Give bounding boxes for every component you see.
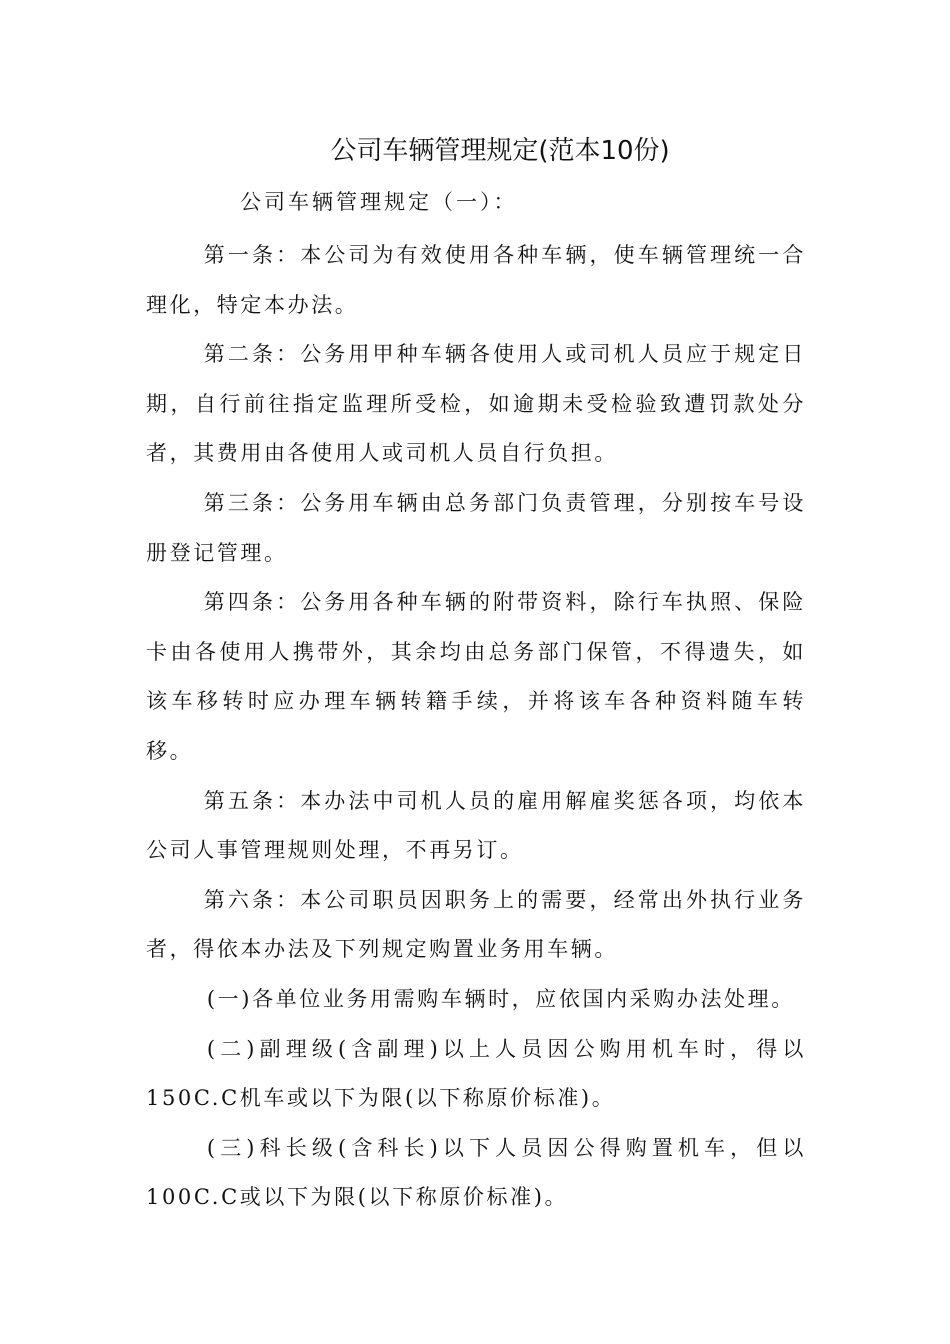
paragraph-article-4: 第四条：公务用各种车辆的附带资料，除行车执照、保险卡由各使用人携带外，其余均由总务部门保管，不得遗失，如该车移转时应办理车辆转籍手续，并将该车各种资料随车转移。 [146,590,806,763]
paragraph-article-1: 第一条：本公司为有效使用各种车辆，使车辆管理统一合理化，特定本办法。 [146,243,806,317]
paragraph-article-3: 第三条：公务用车辆由总务部门负责管理，分别按车号设册登记管理。 [146,490,806,565]
paragraph-item-1: (一)各单位业务用需购车辆时，应依国内采购办法处理。 [206,986,795,1011]
document-body [146,231,806,1223]
paragraph-article-2: 第二条：公务用甲种车辆各使用人或司机人员应于规定日期，自行前往指定监理所受检，如逾期未受检验致遭罚款处分者，其费用由各使用人或司机人员自行负担。 [146,342,806,466]
paragraph-item-2: (二)副理级(含副理)以上人员因公购用机车时，得以150C.C机车或以下为限(以下称原价标准)。 [146,1036,806,1111]
document-title: 公司车辆管理规定(范本10份) [330,136,670,166]
paragraph-article-5: 第五条：本办法中司机人员的雇用解雇奖惩各项，均依本公司人事管理规则处理，不再另订。 [146,788,806,863]
paragraph-article-6: 第六条：本公司职员因职务上的需要，经常出外执行业务者，得依本办法及下列规定购置业务用车辆。 [146,887,806,962]
document-subtitle: 公司车辆管理规定（一）： [240,190,518,214]
paragraph-item-3: (三)科长级(含科长)以下人员因公得购置机车，但以100C.C或以下为限(以下称原价标准)。 [146,1135,806,1210]
